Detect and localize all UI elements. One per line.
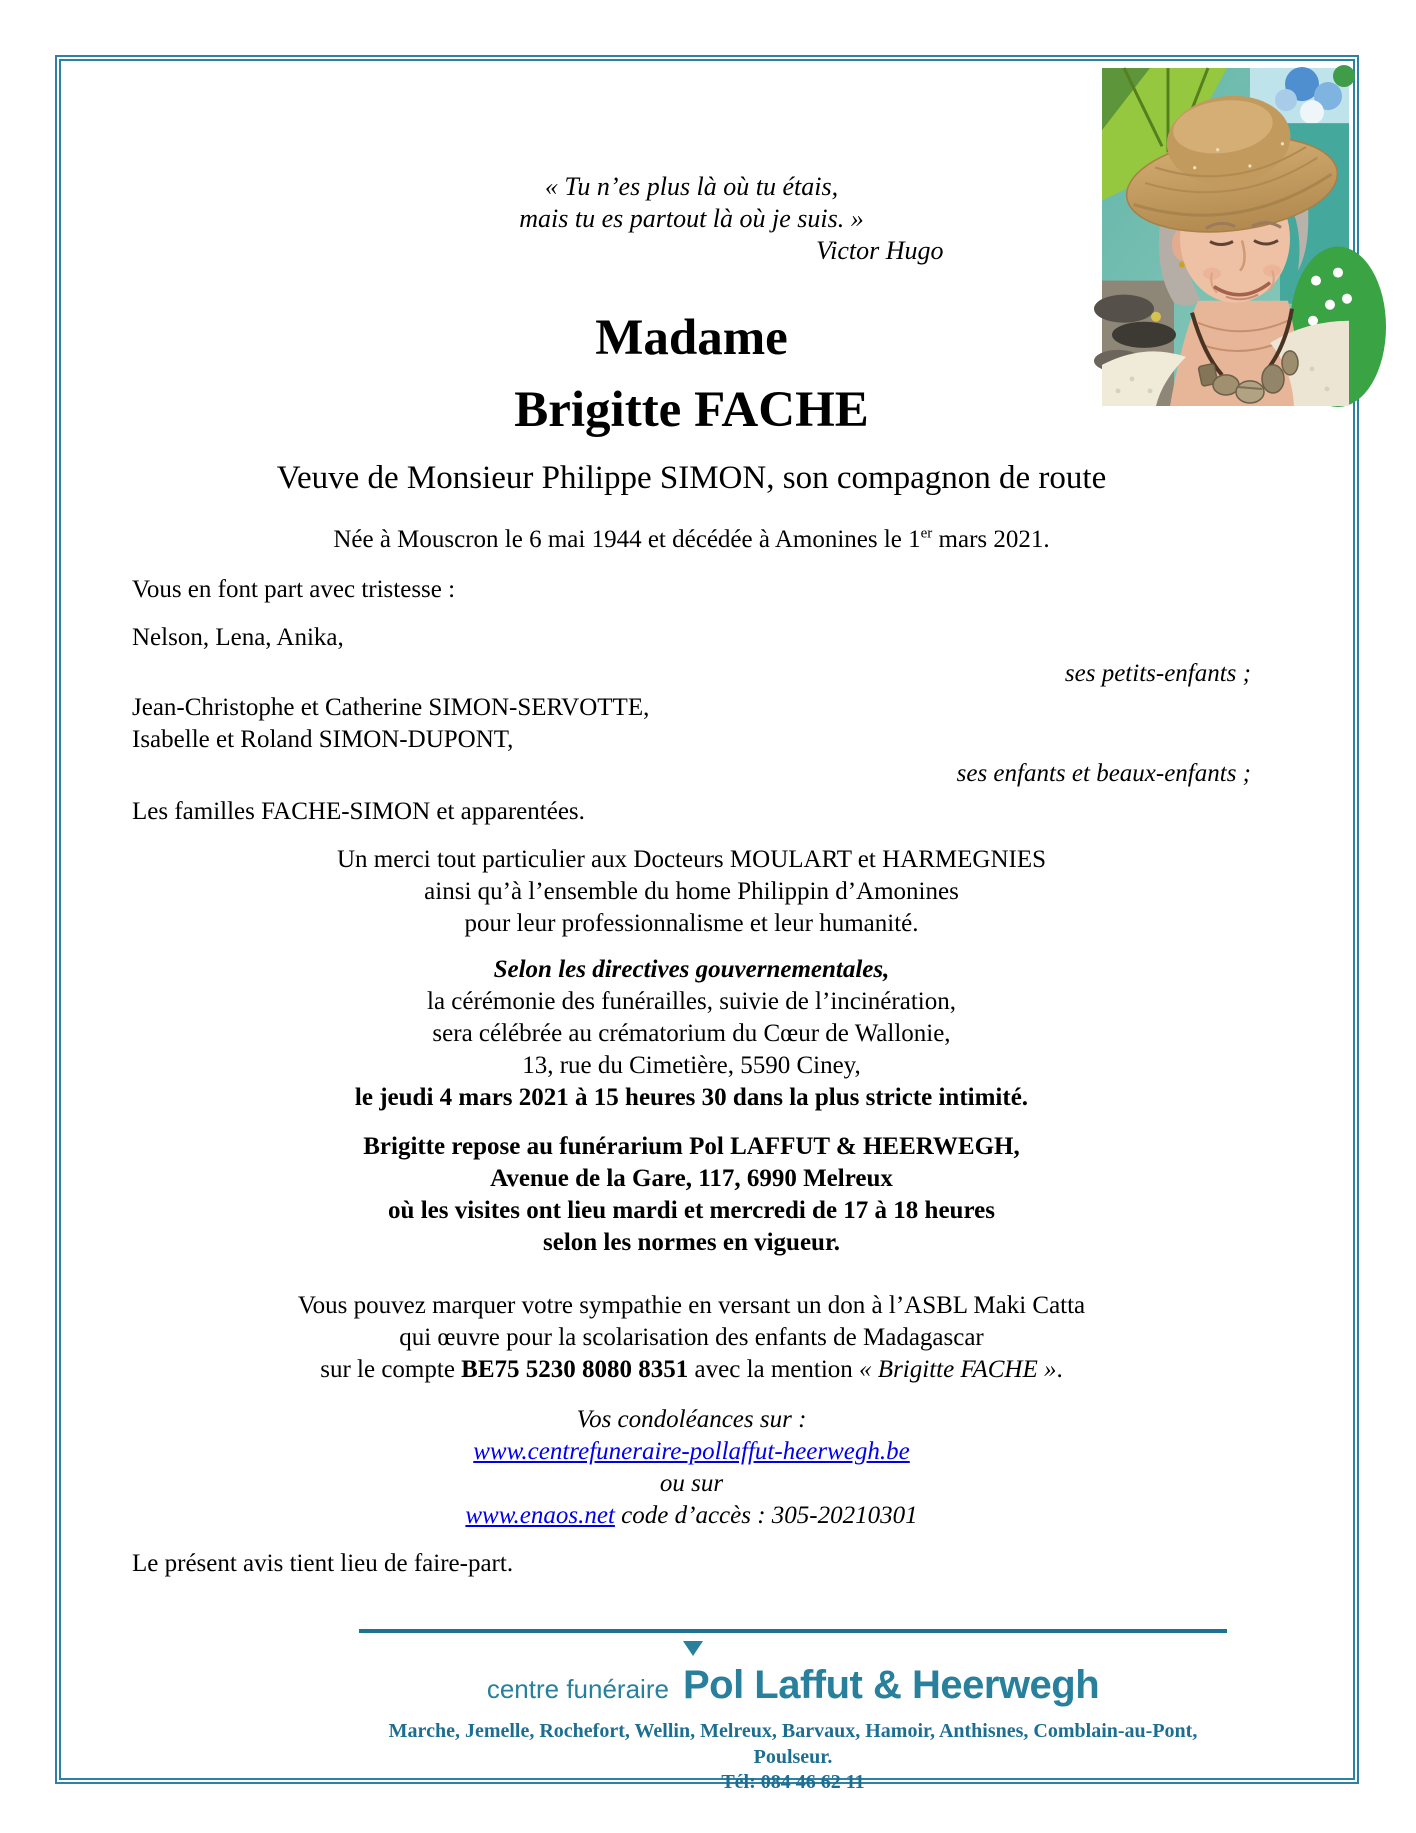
deceased-title bbox=[132, 302, 1251, 446]
ceremony-line-2: sera célébrée au crématorium du Cœur de Wallonie, bbox=[432, 1020, 951, 1047]
ceremony-paragraph bbox=[132, 954, 1251, 1114]
deceased-name: Brigitte FACHE bbox=[514, 382, 869, 438]
thanks-line-3: pour leur professionnalisme et leur humanité. bbox=[464, 910, 919, 937]
birth-death-prefix: Née à Mouscron le 6 mai 1944 et décédée à Amonines le 1 bbox=[333, 526, 921, 553]
donation-account-suffix: . bbox=[1056, 1356, 1063, 1383]
repose-line-1: Brigitte repose au funérarium Pol LAFFUT & HEERWEGH, bbox=[363, 1133, 1020, 1160]
funeral-home-footer bbox=[359, 1629, 1227, 1794]
condolences-or-text: ou sur bbox=[659, 1470, 724, 1497]
funeral-home-website-link[interactable]: www.centrefuneraire-pollaffut-heerwegh.be bbox=[473, 1438, 910, 1465]
memorial-card-page bbox=[55, 55, 1359, 1793]
thanks-line-1: Un merci tout particulier aux Docteurs MOULART et HARMEGNIES bbox=[336, 846, 1046, 873]
donation-paragraph bbox=[132, 1290, 1251, 1386]
donation-line-2: qui œuvre pour la scolarisation des enfants de Madagascar bbox=[399, 1324, 984, 1351]
footer-locations: Marche, Jemelle, Rochefort, Wellin, Melreux, Barvaux, Hamoir, Anthisnes, Comblain-au-Pont, Poulseur. bbox=[388, 1720, 1198, 1768]
ceremony-line-3: 13, rue du Cimetière, 5590 Ciney, bbox=[522, 1052, 861, 1079]
donation-line-1: Vous pouvez marquer votre sympathie en versant un don à l’ASBL Maki Catta bbox=[297, 1292, 1086, 1319]
donation-account-middle: avec la mention bbox=[688, 1356, 860, 1383]
birth-death-suffix: mars 2021. bbox=[932, 526, 1050, 553]
condolences-intro: Vos condoléances sur : bbox=[576, 1406, 807, 1433]
triangle-logo-icon bbox=[683, 1641, 703, 1656]
donation-mention: « Brigitte FACHE » bbox=[859, 1356, 1057, 1383]
ordinal-superscript: er bbox=[920, 525, 933, 542]
condolences-paragraph bbox=[132, 1404, 1251, 1532]
grandchildren-label: ses petits-enfants ; bbox=[1064, 660, 1251, 687]
access-code-text: code d’accès : 305-20210301 bbox=[614, 1502, 918, 1529]
card-content bbox=[61, 171, 1353, 1794]
children-names bbox=[132, 692, 1251, 756]
children-line-2: Isabelle et Roland SIMON-DUPONT, bbox=[132, 726, 514, 753]
brand-name-wrap bbox=[683, 1661, 1099, 1714]
repose-line-4: selon les normes en vigueur. bbox=[543, 1229, 840, 1256]
ceremony-date-line: le jeudi 4 mars 2021 à 15 heures 30 dans la plus stricte intimité. bbox=[354, 1084, 1029, 1111]
donation-account-number: BE75 5230 8080 8351 bbox=[461, 1356, 689, 1383]
quote-attribution: Victor Hugo bbox=[816, 236, 944, 265]
enaos-website-link[interactable]: www.enaos.net bbox=[465, 1502, 615, 1529]
footer-divider bbox=[359, 1629, 1227, 1633]
quote-line-1: « Tu n’es plus là où tu étais, bbox=[544, 172, 839, 201]
birth-death-line bbox=[132, 524, 1251, 556]
ceremony-line-1: la cérémonie des funérailles, suivie de l’incinération, bbox=[427, 988, 956, 1015]
widow-subtitle: Veuve de Monsieur Philippe SIMON, son compagnon de route bbox=[276, 460, 1107, 496]
donation-account-prefix: sur le compte bbox=[320, 1356, 462, 1383]
quote-line-2: mais tu es partout là où je suis. » bbox=[519, 204, 864, 233]
children-label: ses enfants et beaux-enfants ; bbox=[956, 760, 1251, 787]
announcement-intro: Vous en font part avec tristesse : bbox=[132, 576, 456, 603]
thanks-paragraph bbox=[132, 844, 1251, 940]
repose-paragraph bbox=[132, 1131, 1251, 1259]
page-border-frame bbox=[59, 59, 1355, 1793]
repose-line-3: où les visites ont lieu mardi et mercredi de 17 à 18 heures bbox=[388, 1197, 995, 1224]
ceremony-directives: Selon les directives gouvernementales, bbox=[493, 956, 890, 983]
children-line-1: Jean-Christophe et Catherine SIMON-SERVOTTE, bbox=[132, 694, 650, 721]
footer-phone: Tél: 084 46 62 11 bbox=[721, 1771, 865, 1793]
deceased-salutation: Madame bbox=[595, 310, 788, 366]
epigraph-quote bbox=[452, 171, 944, 267]
thanks-line-2: ainsi qu’à l’ensemble du home Philippin d’Amonines bbox=[424, 878, 959, 905]
repose-line-2: Avenue de la Gare, 117, 6990 Melreux bbox=[490, 1165, 893, 1192]
faire-part-notice: Le présent avis tient lieu de faire-part. bbox=[132, 1550, 514, 1577]
families-line: Les familles FACHE-SIMON et apparentées. bbox=[132, 798, 585, 825]
brand-prefix-label: centre funéraire bbox=[486, 1674, 669, 1704]
funeral-home-logo bbox=[359, 1661, 1227, 1714]
grandchildren-names: Nelson, Lena, Anika, bbox=[132, 624, 344, 651]
brand-name-label: Pol Laffut & Heerwegh bbox=[682, 1663, 1100, 1707]
